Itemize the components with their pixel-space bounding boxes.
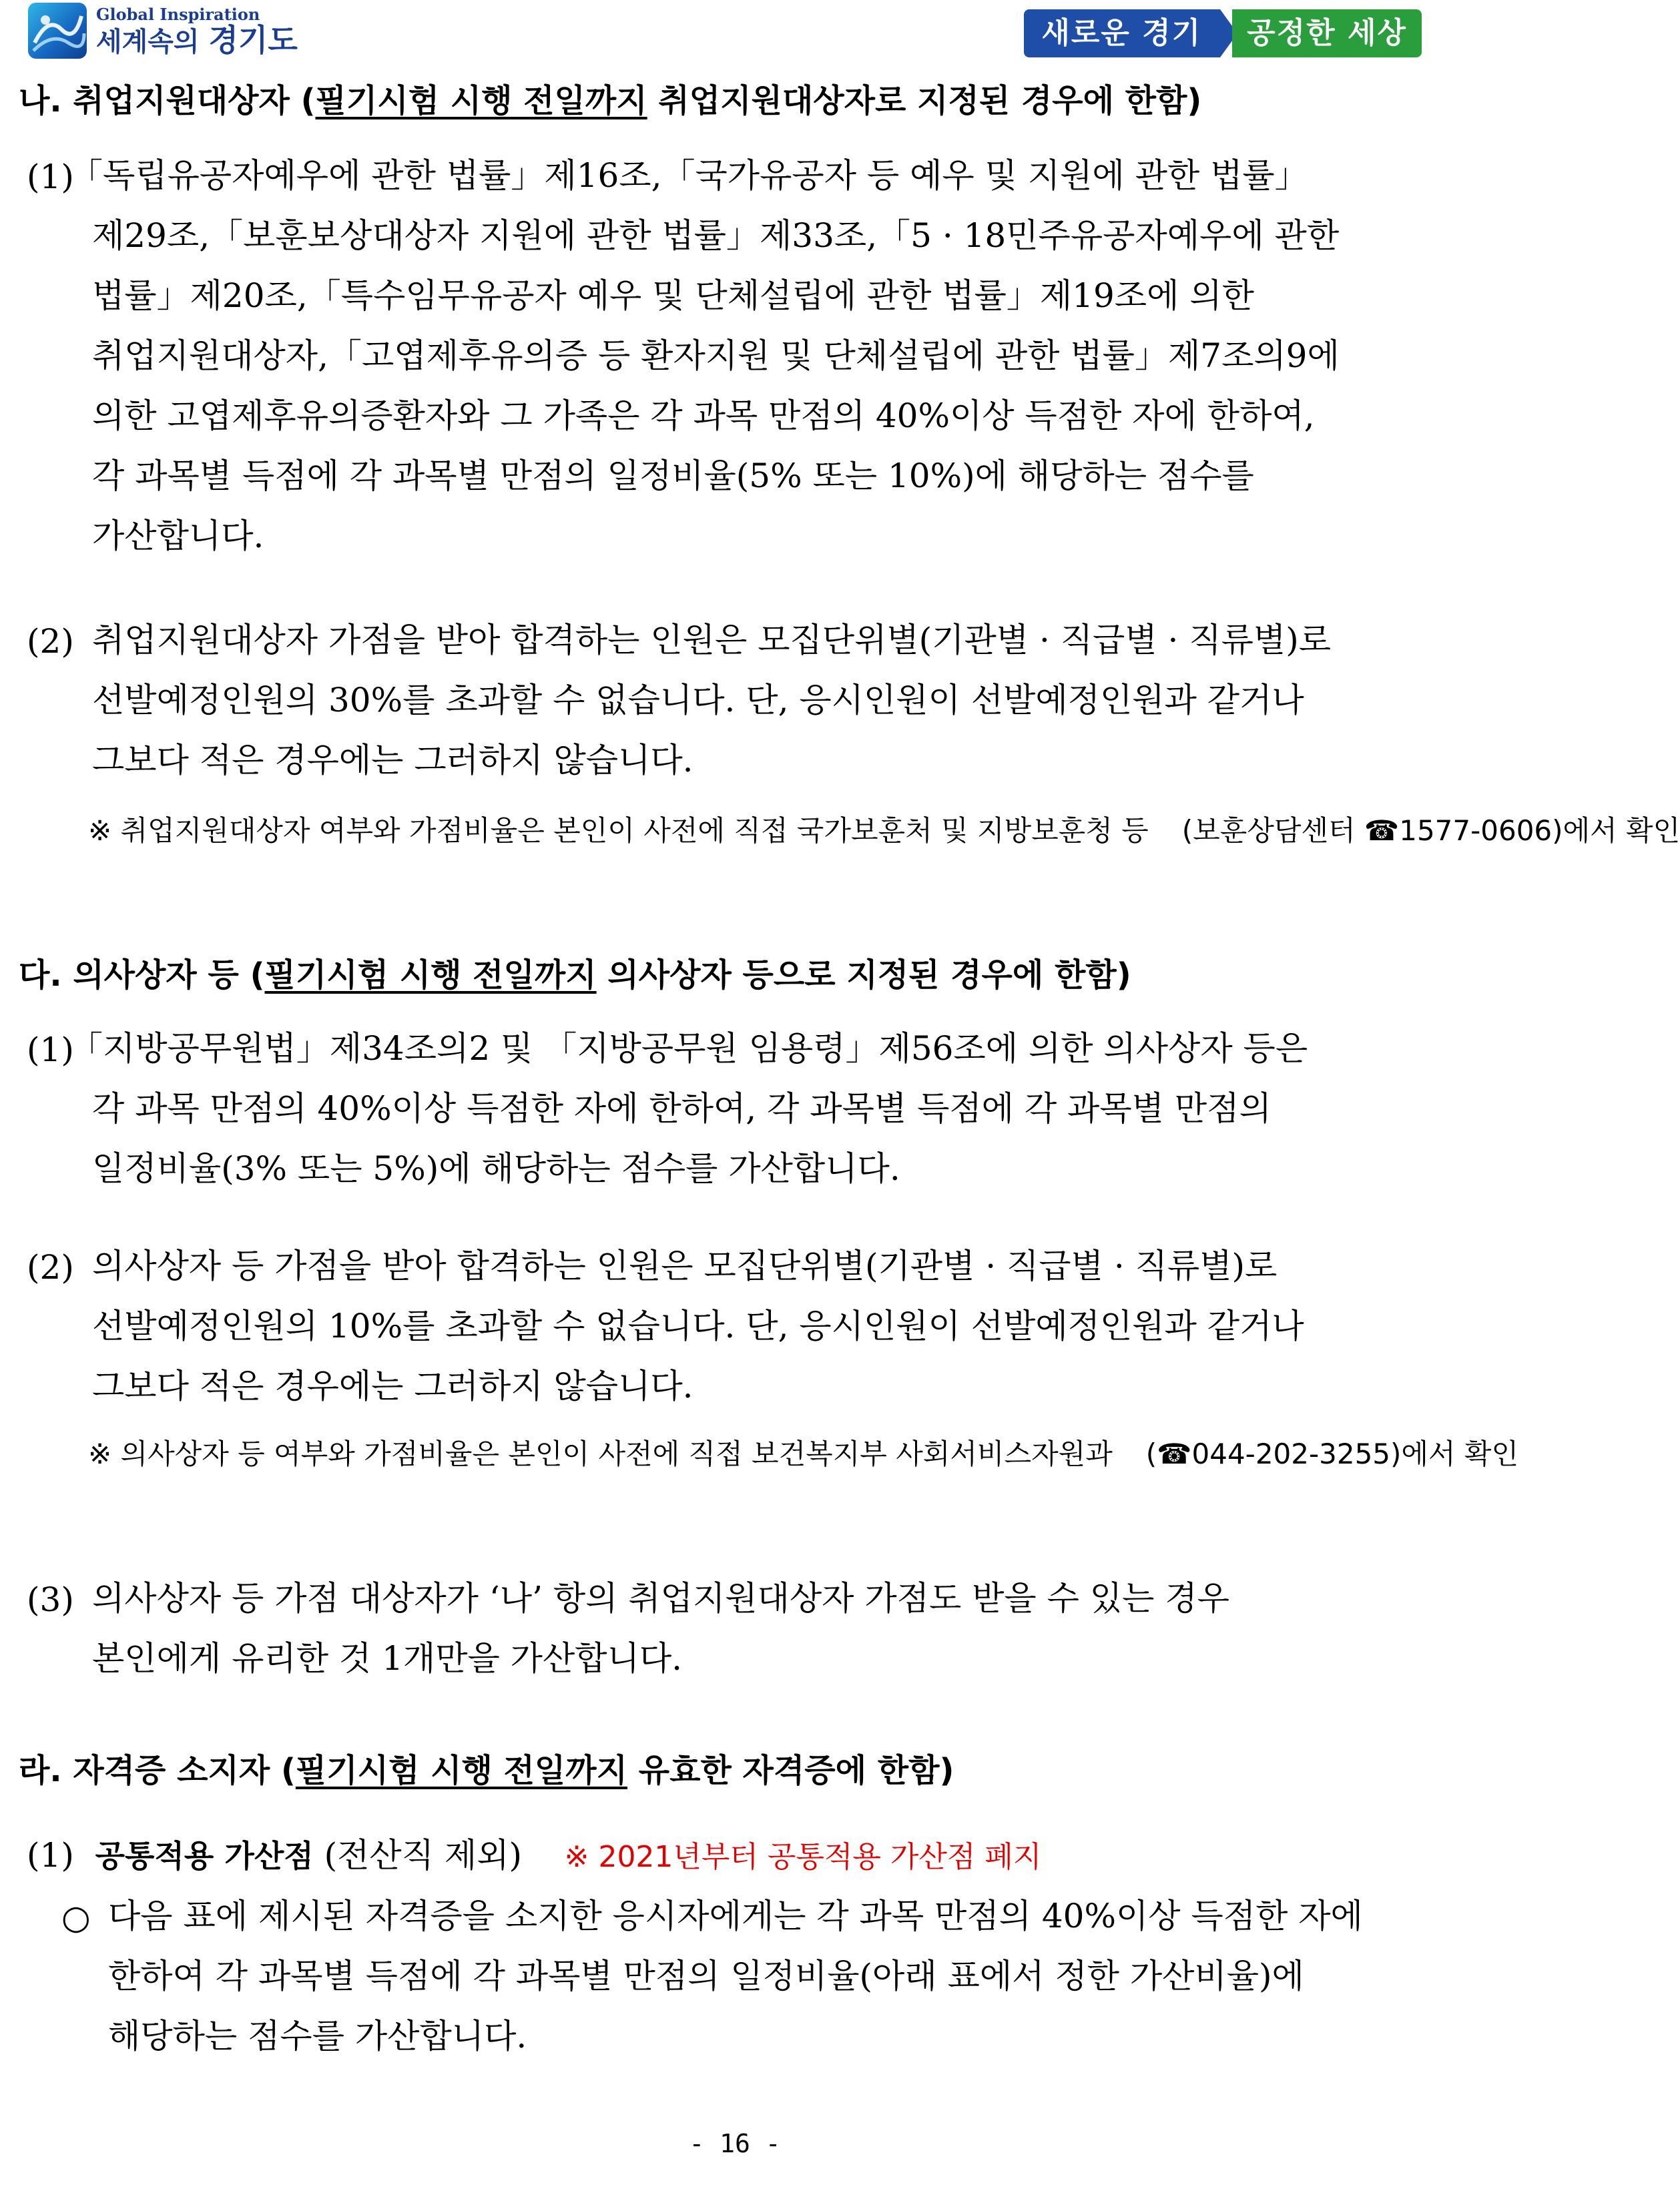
logo-title — [96, 21, 298, 58]
text-line: 의사상자 등 가점을 받아 합격하는 인원은 모집단위별(기관별 · 직급별 · 직류별)로 — [92, 1247, 1278, 1285]
section-da-item1-text — [69, 1018, 1436, 1199]
section-da-heading: 다. 의사상자 등 (필기시험 시행 전일까지 의사상자 등으로 지정된 경우에 한함) — [19, 956, 1131, 994]
text-line: 일정비율(3% 또는 5%)에 해당하는 점수를 가산합니다. — [92, 1149, 900, 1188]
text-line: 제29조,「보훈보상대상자 지원에 관한 법률」제33조,「5 · 18민주유공자예우에 관한 — [92, 216, 1340, 255]
section-ra-heading: 라. 자격증 소지자 (필기시험 시행 전일까지 유효한 자격증에 한함) — [19, 1752, 954, 1789]
text-line: 한하여 각 과목별 득점에 각 과목별 만점의 일정비율(아래 표에서 정한 가산비율)에 — [108, 1957, 1304, 1995]
section-da-note — [88, 1431, 1519, 1478]
text-line: 취업지원대상자,「고엽제후유의증 등 환자지원 및 단체설립에 관한 법률」제7조의9에 — [92, 336, 1340, 375]
text-line: 각 과목별 득점에 각 과목별 만점의 일정비율(5% 또는 10%)에 해당하는 점수를 — [92, 456, 1254, 495]
text-line: 선발예정인원의 10%를 초과할 수 없습니다. 단, 응시인원이 선발예정인원과 같거나 — [92, 1307, 1304, 1345]
text-line: 다음 표에 제시된 자격증을 소지한 응시자에게는 각 과목 만점의 40%이상 득점한 자에 — [108, 1897, 1363, 1935]
section-da-item2-text — [92, 1236, 1436, 1416]
section-na-note — [88, 808, 1680, 854]
text-line: 선발예정인원의 30%를 초과할 수 없습니다. 단, 응시인원이 선발예정인원과 같거나 — [92, 681, 1304, 719]
section-ra-abolished-notice: ※ 2021년부터 공통적용 가산점 폐지 — [564, 1840, 1042, 1874]
text-line: ※ 의사상자 등 여부와 가점비율은 본인이 사전에 직접 보건복지부 사회서비스자원과 — [88, 1438, 1113, 1470]
section-ra-item1-number: (1) — [27, 1836, 74, 1875]
section-ra-item1-line — [27, 1829, 1041, 1877]
logo-tagline: Global Inspiration — [96, 4, 260, 24]
text-line: 가산합니다. — [92, 517, 264, 555]
text-line: 취업지원대상자 가점을 받아 합격하는 인원은 모집단위별(기관별 · 직급별 · 직류별)로 — [92, 621, 1332, 659]
slogan-part-2: 공정한 세상 — [1232, 9, 1422, 57]
text-line: 그보다 적은 경우에는 그러하지 않습니다. — [92, 741, 693, 779]
logo-title-main: 경기도 — [208, 21, 298, 58]
section-da-heading-underlined: 필기시험 시행 전일까지 — [264, 956, 597, 994]
text-line: 그보다 적은 경우에는 그러하지 않습니다. — [92, 1367, 693, 1405]
slogan-part-1: 새로운 경기 — [1024, 9, 1220, 57]
section-na-item2-text — [92, 610, 1436, 790]
gyeonggi-logo — [28, 3, 298, 59]
section-da-item3-text — [92, 1568, 1436, 1688]
text-line: ※ 취업지원대상자 여부와 가점비율은 본인이 사전에 직접 국가보훈처 및 지방보훈청 등 — [88, 814, 1149, 847]
text-line: 해당하는 점수를 가산합니다. — [108, 2017, 527, 2056]
section-ra-bullet-text — [108, 1886, 1436, 2066]
text-line: (☎044-202-3255)에서 확인 — [1145, 1438, 1519, 1470]
text-line: 의한 고엽제후유의증환자와 그 가족은 각 과목 만점의 40%이상 득점한 자에 한하여, — [92, 396, 1315, 435]
section-na-heading: 나. 취업지원대상자 (필기시험 시행 전일까지 취업지원대상자로 지정된 경우에 한함) — [19, 82, 1202, 119]
section-ra-item1-paren: (전산직 제외) — [313, 1836, 523, 1875]
text-line: 각 과목 만점의 40%이상 득점한 자에 한하여, 각 과목별 득점에 각 과목별 만점의 — [92, 1089, 1272, 1128]
text-line: 법률」제20조,「특수임무유공자 예우 및 단체설립에 관한 법률」제19조에 의한 — [92, 276, 1254, 315]
section-ra-item1-label: 공통적용 가산점 — [95, 1838, 314, 1874]
section-da-item3-number: (3) — [27, 1580, 74, 1619]
page-header — [0, 0, 1470, 67]
logo-title-prefix: 세계속의 — [96, 26, 200, 57]
page-number: - 16 - — [689, 2129, 781, 2158]
text-line: 의사상자 등 가점 대상자가 ‘나’ 항의 취업지원대상자 가점도 받을 수 있는 경우 — [92, 1579, 1229, 1618]
slogan-banner — [1024, 9, 1422, 57]
section-na-heading-underlined: 필기시험 시행 전일까지 — [315, 82, 647, 119]
text-line: 본인에게 유리한 것 1개만을 가산합니다. — [92, 1639, 683, 1678]
section-da-item1-number: (1) — [27, 1030, 74, 1069]
text-line: 「독립유공자예우에 관한 법률」제16조,「국가유공자 등 예우 및 지원에 관한 법률」 — [69, 156, 1308, 195]
section-na-item1-text — [69, 145, 1436, 566]
section-na-item2-number: (2) — [27, 622, 74, 661]
gyeonggi-emblem-icon — [28, 3, 87, 59]
section-ra-bullet-icon: ○ — [61, 1898, 91, 1937]
text-line: 「지방공무원법」제34조의2 및 「지방공무원 임용령」제56조에 의한 의사상자 등은 — [69, 1029, 1308, 1068]
section-ra-heading-underlined: 필기시험 시행 전일까지 — [295, 1752, 627, 1789]
text-line: (보훈상담센터 ☎1577-0606)에서 확인 — [1181, 814, 1680, 847]
section-na-item1-number: (1) — [27, 158, 74, 196]
section-da-item2-number: (2) — [27, 1248, 74, 1287]
